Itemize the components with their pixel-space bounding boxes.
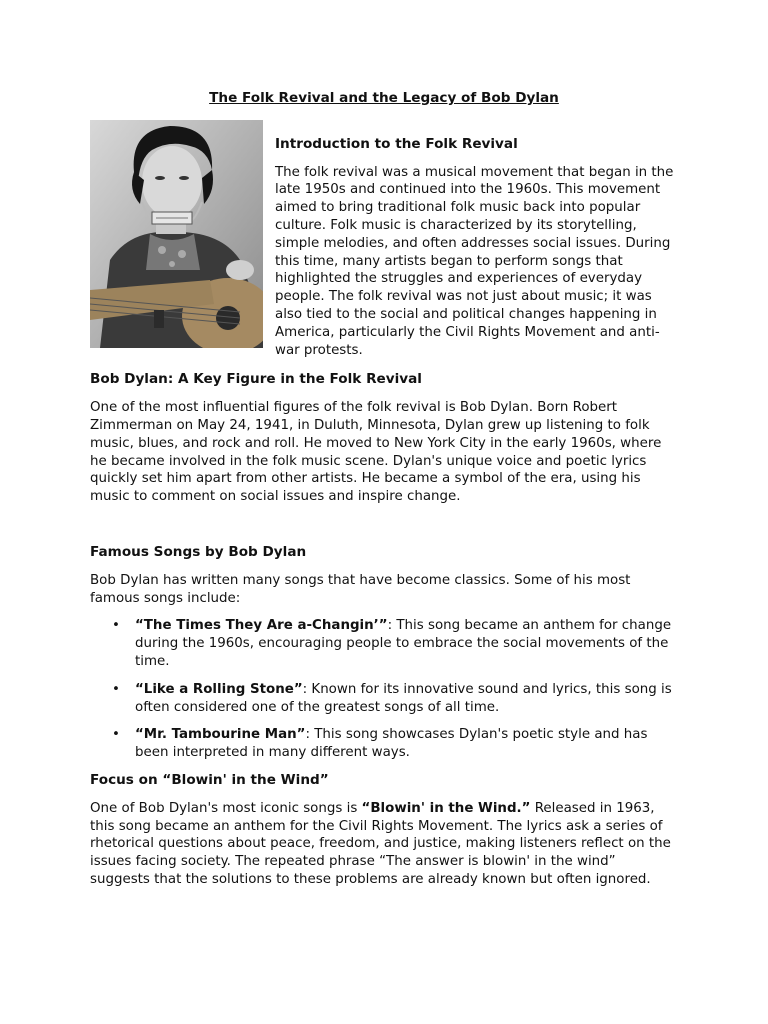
focus-lead: One of Bob Dylan's most iconic songs is xyxy=(90,800,362,816)
songs-heading: Famous Songs by Bob Dylan xyxy=(90,543,307,560)
bob-dylan-photo xyxy=(90,120,263,348)
song-description: : This song showcases Dylan's poetic style and has been interpreted in many different ways. xyxy=(135,727,648,761)
songs-list xyxy=(90,617,678,762)
focus-heading: Focus on “Blowin' in the Wind” xyxy=(90,771,329,788)
song-title: “The Times They Are a-Changin’” xyxy=(135,618,388,634)
list-item xyxy=(90,726,678,762)
dylan-paragraph: One of the most influential figures of the folk revival is Bob Dylan. Born Robert Zimmerman on May 24, 1941, in Duluth, Minnesota, Dylan grew up listening to folk music, blues, and rock and roll. He moved to New York City in the early 1960s, where he became involved in the folk music scene. Dylan's unique voice and poetic lyrics quickly set him apart from other artists. He became a symbol of the era, using his music to comment on social issues and inspire change. xyxy=(90,400,662,505)
document-page xyxy=(90,90,678,889)
bullet-icon: • xyxy=(112,618,120,634)
song-description: : Known for its innovative sound and lyrics, this song is often considered one of the greatest songs of all time. xyxy=(135,681,672,715)
intro-heading: Introduction to the Folk Revival xyxy=(275,135,518,152)
focus-text: Released in 1963, this song became an anthem for the Civil Rights Movement. The lyrics ask a series of rhetorical questions about peace, freedom, and justice, making listeners reflect on the issues facing society. The repeated phrase “The answer is blowin' in the wind” suggests that the solutions to these problems are already known but often ignored. xyxy=(90,800,671,887)
focus-song-title: “Blowin' in the Wind.” xyxy=(361,800,531,816)
song-title: “Like a Rolling Stone” xyxy=(135,681,303,697)
song-title: “Mr. Tambourine Man” xyxy=(135,727,306,743)
list-item xyxy=(90,617,678,670)
song-description: : This song became an anthem for change during the 1960s, encouraging people to embrace the social movements of the time. xyxy=(135,618,672,669)
intro-paragraph: The folk revival was a musical movement that began in the late 1950s and continued into the 1960s. This movement aimed to bring traditional folk music back into popular culture. Folk music is characterized by its storytelling, simple melodies, and often addresses social issues. During this time, many artists began to perform songs that highlighted the struggles and experiences of everyday people. The folk revival was not just about music; it was also tied to the social and political changes happening in America, particularly the Civil Rights Movement and anti-war protests. xyxy=(275,164,674,358)
document-title: The Folk Revival and the Legacy of Bob Dylan xyxy=(209,90,559,106)
dylan-heading: Bob Dylan: A Key Figure in the Folk Revival xyxy=(90,371,422,388)
bullet-icon: • xyxy=(112,727,120,743)
songs-intro: Bob Dylan has written many songs that have become classics. Some of his most famous songs include: xyxy=(90,572,631,606)
list-item xyxy=(90,681,678,717)
bullet-icon: • xyxy=(112,681,120,697)
focus-paragraph xyxy=(90,800,678,889)
